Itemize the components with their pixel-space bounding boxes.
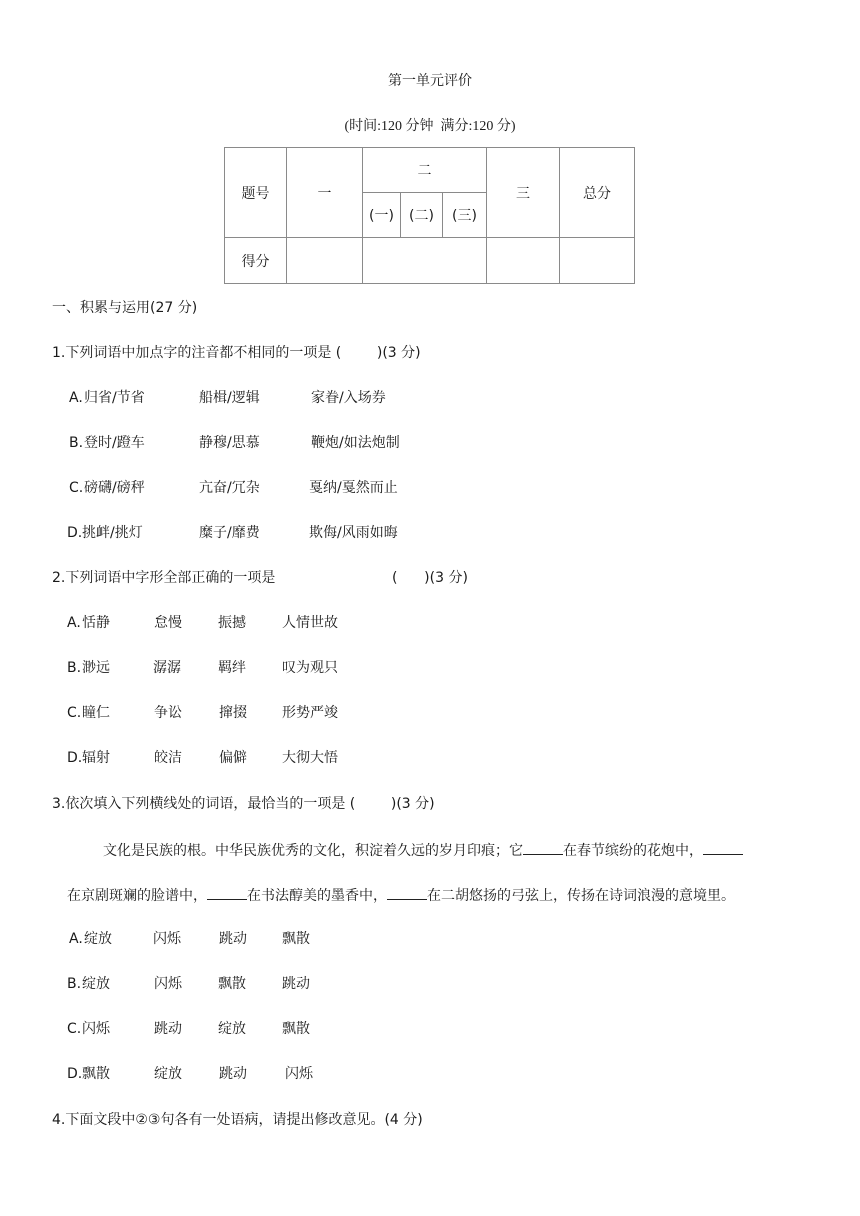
score-cell-part-two[interactable]	[363, 238, 487, 284]
option-item: 欺侮/风雨如晦	[309, 525, 398, 541]
option-item: 辐射	[82, 750, 110, 766]
option-item: 飘散	[218, 976, 246, 992]
passage-text: 在书法醇美的墨香中，	[247, 888, 387, 904]
page-title: 第一单元评价	[388, 73, 472, 89]
option-item: 闪烁	[285, 1066, 313, 1082]
option-item: 渺远	[82, 660, 110, 676]
option-label: C.	[69, 480, 84, 496]
table-row-score-label: 得分	[225, 238, 287, 284]
table-header-part-two: 二	[363, 148, 487, 193]
option-item: 挑衅/挑灯	[82, 525, 143, 541]
option-item: 形势严竣	[282, 705, 338, 721]
option-item: 飘散	[82, 1066, 110, 1082]
table-header-part-three: 三	[487, 148, 560, 238]
score-cell-part-one[interactable]	[287, 238, 363, 284]
option-label: B.	[67, 976, 82, 992]
option-item: 恬静	[82, 615, 110, 631]
question-3-passage-line-1	[103, 840, 743, 860]
option-item: 登时/蹬车	[84, 435, 145, 451]
table-header-sub-2: (二)	[401, 193, 443, 238]
option-label: D.	[67, 750, 83, 766]
table-header-sub-3: (三)	[443, 193, 487, 238]
table-header-sub-1: (一)	[363, 193, 401, 238]
option-label: B.	[69, 435, 84, 451]
option-label: D.	[67, 525, 83, 541]
passage-text: 在京剧斑斓的脸谱中，	[67, 888, 207, 904]
score-table	[224, 147, 635, 284]
option-item: 戛纳/戛然而止	[309, 480, 398, 496]
option-label: C.	[67, 705, 82, 721]
option-item: 振撼	[218, 615, 246, 631]
question-2-stem: 2.下列词语中字形全部正确的一项是	[52, 570, 276, 586]
option-item: 皎洁	[154, 750, 182, 766]
score-cell-total[interactable]	[560, 238, 635, 284]
option-item: 叹为观只	[282, 660, 338, 676]
option-item: 糜子/靡费	[199, 525, 260, 541]
passage-text: 文化是民族的根。中华民族优秀的文化，积淀着久远的岁月印痕；它	[103, 843, 523, 859]
passage-text: 在春节缤纷的花炮中，	[563, 843, 703, 859]
table-header-question-no: 题号	[225, 148, 287, 238]
option-item: 羁绊	[218, 660, 246, 676]
option-item: 撺掇	[219, 705, 247, 721]
option-item: 家眷/入场券	[311, 390, 386, 406]
option-item: 亢奋/冗杂	[199, 480, 260, 496]
option-item: 磅礴/磅秤	[84, 480, 145, 496]
option-item: 绽放	[154, 1066, 182, 1082]
blank-2[interactable]	[703, 840, 743, 855]
option-item: 闪烁	[153, 931, 181, 947]
option-item: 船楫/逻辑	[199, 390, 260, 406]
option-item: 绽放	[82, 976, 110, 992]
option-item: 飘散	[282, 1021, 310, 1037]
page-subtitle: (时间:120 分钟 满分:120 分)	[344, 119, 516, 134]
table-header-total: 总分	[560, 148, 635, 238]
option-label: B.	[67, 660, 82, 676]
blank-4[interactable]	[387, 885, 427, 900]
option-item: 跳动	[282, 976, 310, 992]
option-label: A.	[69, 390, 83, 406]
option-item: 绽放	[218, 1021, 246, 1037]
option-item: 飘散	[282, 931, 310, 947]
passage-text: 在二胡悠扬的弓弦上，传扬在诗词浪漫的意境里。	[427, 888, 735, 904]
option-item: 跳动	[219, 931, 247, 947]
option-item: 闪烁	[82, 1021, 110, 1037]
option-item: 偏僻	[219, 750, 247, 766]
score-cell-part-three[interactable]	[487, 238, 560, 284]
option-item: 鞭炮/如法炮制	[311, 435, 400, 451]
question-1-stem: 1.下列词语中加点字的注音都不相同的一项是 ( )(3 分)	[52, 345, 421, 361]
question-3-stem: 3.依次填入下列横线处的词语，最恰当的一项是 ( )(3 分)	[52, 796, 435, 812]
option-item: 人情世故	[282, 615, 338, 631]
option-item: 闪烁	[154, 976, 182, 992]
option-item: 跳动	[154, 1021, 182, 1037]
option-item: 静穆/思慕	[199, 435, 260, 451]
option-item: 跳动	[219, 1066, 247, 1082]
option-label: A.	[67, 615, 81, 631]
section-heading: 一、积累与运用(27 分)	[52, 300, 198, 316]
option-label: C.	[67, 1021, 82, 1037]
option-label: D.	[67, 1066, 83, 1082]
option-item: 绽放	[84, 931, 112, 947]
option-item: 归省/节省	[84, 390, 145, 406]
blank-3[interactable]	[207, 885, 247, 900]
question-2-answer-bracket[interactable]: ( )(3 分)	[392, 570, 468, 586]
question-4-stem: 4.下面文段中②③句各有一处语病，请提出修改意见。(4 分)	[52, 1112, 423, 1128]
option-item: 瞳仁	[82, 705, 110, 721]
question-3-passage-line-2	[67, 885, 735, 905]
option-item: 大彻大悟	[282, 750, 338, 766]
option-item: 怠慢	[154, 615, 182, 631]
option-item: 争讼	[154, 705, 182, 721]
option-label: A.	[69, 931, 83, 947]
table-header-part-one: 一	[287, 148, 363, 238]
blank-1[interactable]	[523, 840, 563, 855]
option-item: 潺潺	[153, 660, 181, 676]
